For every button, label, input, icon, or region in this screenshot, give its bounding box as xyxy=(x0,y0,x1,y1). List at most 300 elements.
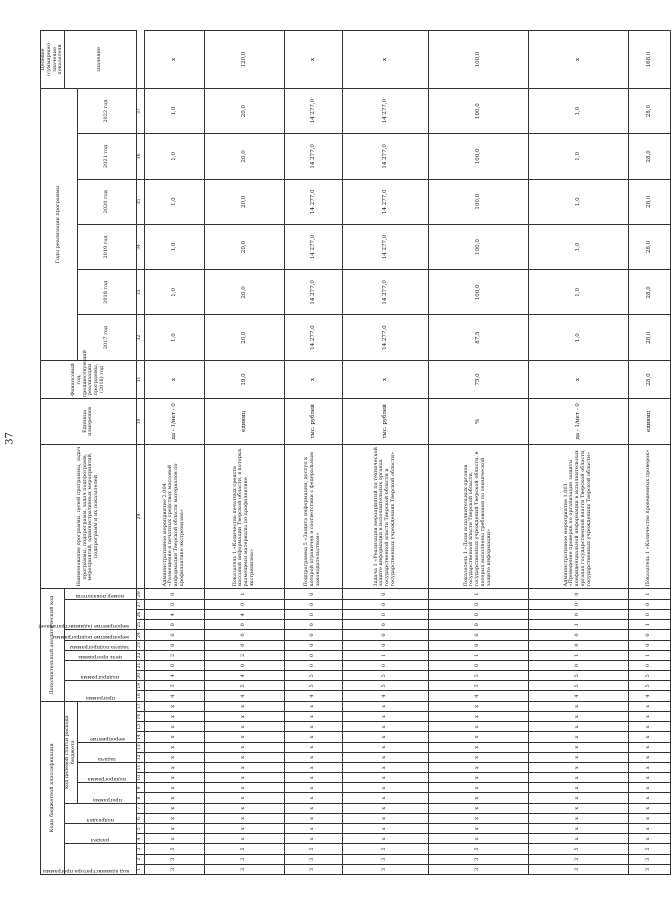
column-number: 14 xyxy=(136,732,144,742)
code-cell: 0 xyxy=(342,589,428,599)
code-cell: 3 xyxy=(284,864,342,874)
code-cell: x xyxy=(428,752,528,762)
code-cell: 0 xyxy=(342,660,428,670)
table-row xyxy=(204,31,284,875)
code-cell: 0 xyxy=(144,620,204,630)
total-value-cell: 168,0 xyxy=(628,31,670,89)
code-cell: 5 xyxy=(528,681,628,691)
year-2020-header: 2020 год xyxy=(77,179,136,224)
column-number: 27 xyxy=(136,599,144,609)
code-cell: 0 xyxy=(342,630,428,640)
item-name-cell: Административное мероприятие 2.004 «Размещение в печатных средствах массовой информации Тверской области материалов по профилактике экстремизма» xyxy=(144,444,204,589)
year-value-cell: 1,0 xyxy=(528,179,628,224)
column-number: 28 xyxy=(136,589,144,599)
column-number: 2 xyxy=(136,854,144,864)
item-name-cell: Задача 1 «Реализация мероприятий по технической защите информации в исполнительных органах государственной власти Тверской области и государственных учреждениях Тверской области» xyxy=(342,444,428,589)
code-cell: x xyxy=(144,712,204,722)
code-cell: x xyxy=(144,834,204,844)
code-cell: x xyxy=(628,712,670,722)
code-cell: x xyxy=(284,813,342,823)
code-cell: 0 xyxy=(144,640,204,650)
code-cell: 4 xyxy=(144,691,204,701)
column-number: 6 xyxy=(136,813,144,823)
code-cell: x xyxy=(144,824,204,834)
code-cell: x xyxy=(144,813,204,823)
code-cell: 0 xyxy=(628,610,670,620)
code-cell: x xyxy=(628,793,670,803)
table-row xyxy=(428,31,528,875)
name-header: Наименование программы, целей программы, задач программы, подпрограмм, задач подпрограмм, мероприятий, административных мероприятий, подпрограмм и их показателей xyxy=(41,444,137,589)
total-value-cell: x xyxy=(144,31,204,89)
code-cell: 4 xyxy=(428,691,528,701)
code-cell: 3 xyxy=(204,854,284,864)
code-cell: x xyxy=(284,752,342,762)
code-cell: x xyxy=(284,762,342,772)
code-cell: x xyxy=(428,762,528,772)
column-number: 33 xyxy=(136,270,144,315)
year-value-cell: 1,0 xyxy=(144,224,204,269)
code-cell: 5 xyxy=(144,844,204,854)
column-number: 5 xyxy=(136,824,144,834)
year-value-cell: 20,0 xyxy=(204,315,284,360)
column-number: 23 xyxy=(136,640,144,650)
code-cell: x xyxy=(204,793,284,803)
column-number: 34 xyxy=(136,224,144,269)
year-value-cell: 28,0 xyxy=(628,88,670,133)
code-cell: x xyxy=(628,813,670,823)
year-value-cell: 20,0 xyxy=(204,224,284,269)
column-number: 15 xyxy=(136,722,144,732)
unit-cell: тыс. рублей xyxy=(284,399,342,444)
code-cell: 5 xyxy=(342,671,428,681)
column-number: 17 xyxy=(136,701,144,711)
d-merop-header: мероприятие подпрограммы xyxy=(65,630,137,640)
code-cell: 1 xyxy=(528,650,628,660)
code-cell: 3 xyxy=(628,864,670,874)
column-number: 8 xyxy=(136,793,144,803)
code-cell: x xyxy=(204,824,284,834)
total-value-cell: x xyxy=(284,31,342,89)
year-value-cell: 28,0 xyxy=(628,134,670,179)
code-cell: 0 xyxy=(284,620,342,630)
column-number: 31 xyxy=(136,360,144,399)
code-cell: 0 xyxy=(628,640,670,650)
column-number: 32 xyxy=(136,315,144,360)
code-cell: 0 xyxy=(204,660,284,670)
code-cell: x xyxy=(342,773,428,783)
code-cell: x xyxy=(628,742,670,752)
code-cell: 0 xyxy=(342,610,428,620)
code-cell: 1 xyxy=(628,620,670,630)
code-cell: 5 xyxy=(428,671,528,681)
code-cell: 3 xyxy=(144,854,204,864)
table-row xyxy=(144,31,204,875)
item-name-cell: Показатель 1 «Количество печатных средств массовой информации Тверской области, в которых размещены материалы по профилактике экстремизма» xyxy=(204,444,284,589)
code-cell: 0 xyxy=(284,640,342,650)
code-cell: x xyxy=(528,712,628,722)
code-cell: 4 xyxy=(628,691,670,701)
year-value-cell: 20,0 xyxy=(204,134,284,179)
column-numbers-row xyxy=(136,31,144,875)
column-number: 36 xyxy=(136,134,144,179)
code-cell: x xyxy=(204,742,284,752)
d-programma-header: программа xyxy=(65,681,137,701)
year-value-cell: 1,0 xyxy=(528,224,628,269)
year-value-cell: 1,0 xyxy=(528,315,628,360)
unit-cell: % xyxy=(428,399,528,444)
year-value-cell: 14 277,0 xyxy=(284,224,342,269)
total-value-cell: x xyxy=(528,31,628,89)
code-cell: x xyxy=(204,762,284,772)
code-cell: 0 xyxy=(144,630,204,640)
code-cell: 0 xyxy=(144,660,204,670)
code-cell: 0 xyxy=(144,589,204,599)
code-cell: 5 xyxy=(628,671,670,681)
code-cell: 5 xyxy=(284,844,342,854)
code-cell: x xyxy=(528,783,628,793)
base-value-cell: x xyxy=(284,360,342,399)
column-number: 1 xyxy=(136,864,144,874)
code-cell: 1 xyxy=(428,650,528,660)
code-cell: x xyxy=(144,742,204,752)
column-number: 12 xyxy=(136,752,144,762)
total-header: Целевое (суммарное) значение показателя xyxy=(41,31,65,89)
code-cell: 0 xyxy=(528,610,628,620)
code-cell: 4 xyxy=(144,671,204,681)
code-cell: 3 xyxy=(284,854,342,864)
year-value-cell: 14 277,0 xyxy=(342,179,428,224)
podprogramma-header: подпрограмма xyxy=(77,762,136,782)
code-cell: 3 xyxy=(628,854,670,864)
column-number: 30 xyxy=(136,399,144,444)
year-value-cell: 14 277,0 xyxy=(284,179,342,224)
code-cell: 5 xyxy=(342,681,428,691)
code-cell: x xyxy=(428,793,528,803)
d-pokazatel-header: номер показателя xyxy=(65,589,137,599)
code-cell: x xyxy=(528,752,628,762)
table-row xyxy=(528,31,628,875)
code-cell: 4 xyxy=(204,671,284,681)
code-cell: 3 xyxy=(342,854,428,864)
code-cell: 5 xyxy=(284,681,342,691)
year-value-cell: 14 277,0 xyxy=(342,315,428,360)
code-cell: x xyxy=(528,813,628,823)
code-cell: x xyxy=(428,834,528,844)
code-cell: 0 xyxy=(528,630,628,640)
code-cell: x xyxy=(204,803,284,813)
code-cell: 0 xyxy=(628,630,670,640)
column-number: 26 xyxy=(136,610,144,620)
code-cell: x xyxy=(428,701,528,711)
item-name-cell: Показатель 1 «Доля исполнительных органов государственной власти Тверской области, государственных учреждений Тверской области, в которых выполнены требования по технической защите информации» xyxy=(428,444,528,589)
code-cell: x xyxy=(342,742,428,752)
code-cell: 0 xyxy=(342,599,428,609)
base-value-cell: x xyxy=(528,360,628,399)
code-cell: 0 xyxy=(528,660,628,670)
column-number: 7 xyxy=(136,803,144,813)
code-cell: 0 xyxy=(284,630,342,640)
column-number: 29 xyxy=(136,444,144,589)
code-cell: x xyxy=(428,722,528,732)
code-cell: 0 xyxy=(204,640,284,650)
unit-cell: единиц xyxy=(204,399,284,444)
code-cell: x xyxy=(628,701,670,711)
code-cell: x xyxy=(144,762,204,772)
year-2019-header: 2019 год xyxy=(77,224,136,269)
code-cell: x xyxy=(528,834,628,844)
code-cell: x xyxy=(144,773,204,783)
programma-header: программа xyxy=(77,783,136,803)
code-cell: 3 xyxy=(144,864,204,874)
table-row xyxy=(342,31,428,875)
page-number: 37 xyxy=(4,432,16,445)
zadacha-header: задача xyxy=(77,742,136,762)
item-name-cell: Административное мероприятие 1.001 «Проведение проверок по организации защиты конфиденциальной информации в исполнительных органах государственной власти Тверской области, государственных учреждениях Тверской области» xyxy=(528,444,628,589)
column-number: 24 xyxy=(136,630,144,640)
year-value-cell: 100,0 xyxy=(428,270,528,315)
razdel-header: раздел xyxy=(65,824,137,844)
base-value-cell: 19,0 xyxy=(204,360,284,399)
column-number: 25 xyxy=(136,620,144,630)
code-cell: 4 xyxy=(528,691,628,701)
code-cell: x xyxy=(528,773,628,783)
code-cell: x xyxy=(204,834,284,844)
code-cell: 1 xyxy=(204,589,284,599)
code-cell: 0 xyxy=(628,660,670,670)
year-value-cell: 1,0 xyxy=(144,134,204,179)
code-cell: 0 xyxy=(204,630,284,640)
code-cell: 3 xyxy=(342,864,428,874)
column-number: 37 xyxy=(136,88,144,133)
code-cell: 5 xyxy=(284,671,342,681)
code-cell: 0 xyxy=(284,589,342,599)
column-number: 20 xyxy=(136,671,144,681)
code-cell: x xyxy=(284,742,342,752)
code-cell: x xyxy=(144,701,204,711)
total-value-cell: 100,0 xyxy=(428,31,528,89)
code-cell: 0 xyxy=(204,599,284,609)
year-value-cell: 1,0 xyxy=(144,179,204,224)
code-cell: 5 xyxy=(204,681,284,691)
d-zadacha-header: задача подпрограммы xyxy=(65,640,137,650)
code-cell: x xyxy=(628,752,670,762)
code-cell: x xyxy=(204,712,284,722)
dop-code-header: Дополнительный аналитический код xyxy=(41,589,65,701)
year-value-cell: 28,0 xyxy=(628,179,670,224)
column-number: 22 xyxy=(136,650,144,660)
code-cell: 3 xyxy=(528,854,628,864)
code-cell: x xyxy=(428,742,528,752)
year-value-cell: 14 277,0 xyxy=(342,224,428,269)
total-value-cell: 120,0 xyxy=(204,31,284,89)
year-value-cell: 20,0 xyxy=(204,88,284,133)
code-cell: 0 xyxy=(528,589,628,599)
code-cell: x xyxy=(204,752,284,762)
code-cell: 4 xyxy=(342,691,428,701)
code-cell: x xyxy=(204,813,284,823)
code-cell: x xyxy=(204,722,284,732)
podrazdel-header: подраздел xyxy=(65,803,137,823)
code-cell: x xyxy=(284,722,342,732)
code-cell: x xyxy=(144,722,204,732)
column-number: 16 xyxy=(136,712,144,722)
year-2018-header: 2018 год xyxy=(77,270,136,315)
unit-cell: тыс. рублей xyxy=(342,399,428,444)
code-cell: x xyxy=(284,793,342,803)
year-2021-header: 2021 год xyxy=(77,134,136,179)
year-value-cell: 14 277,0 xyxy=(342,134,428,179)
code-cell: x xyxy=(528,732,628,742)
code-cell: x xyxy=(342,793,428,803)
column-number: 13 xyxy=(136,742,144,752)
code-cell: x xyxy=(342,752,428,762)
code-cell: x xyxy=(342,712,428,722)
rotated-table-sheet xyxy=(38,30,652,875)
code-cell: 3 xyxy=(428,854,528,864)
fin-year-header: Финансовый год, предшествующий реализации программы, (2016) год xyxy=(41,360,137,399)
table-row xyxy=(284,31,342,875)
code-cell: x xyxy=(528,742,628,752)
code-cell: x xyxy=(284,773,342,783)
code-cell: 0 xyxy=(428,630,528,640)
code-cell: x xyxy=(204,783,284,793)
code-cell: 1 xyxy=(628,589,670,599)
code-cell: x xyxy=(528,701,628,711)
code-cell: x xyxy=(342,813,428,823)
code-cell: 1 xyxy=(628,650,670,660)
unit-header: Единица измерения xyxy=(41,399,137,444)
unit-cell: единиц xyxy=(628,399,670,444)
column-number: 21 xyxy=(136,660,144,670)
code-cell: x xyxy=(528,722,628,732)
code-cell: x xyxy=(628,762,670,772)
code-cell: 3 xyxy=(528,864,628,874)
code-cell: x xyxy=(342,722,428,732)
code-cell: x xyxy=(428,712,528,722)
year-value-cell: 14 277,0 xyxy=(342,270,428,315)
unit-cell: да - 1/нет - 0 xyxy=(528,399,628,444)
code-cell: x xyxy=(628,803,670,813)
total-value-cell: x xyxy=(342,31,428,89)
year-value-cell: 28,0 xyxy=(628,270,670,315)
code-cell: 5 xyxy=(528,671,628,681)
code-cell: 0 xyxy=(428,610,528,620)
column-number: 9 xyxy=(136,783,144,793)
code-cell: x xyxy=(628,824,670,834)
code-cell: x xyxy=(628,773,670,783)
code-cell: x xyxy=(144,732,204,742)
code-cell: x xyxy=(428,824,528,834)
code-cell: x xyxy=(342,762,428,772)
code-cell: x xyxy=(284,783,342,793)
code-cell: x xyxy=(342,701,428,711)
program-indicators-table xyxy=(40,30,671,875)
code-cell: 0 xyxy=(284,650,342,660)
code-cell: 0 xyxy=(284,660,342,670)
code-cell: x xyxy=(284,803,342,813)
code-cell: x xyxy=(204,701,284,711)
admin-code-header: код администратора программы xyxy=(65,844,137,875)
code-cell: x xyxy=(528,803,628,813)
year-value-cell: 14 277,0 xyxy=(284,270,342,315)
year-value-cell: 28,0 xyxy=(628,224,670,269)
code-cell: 0 xyxy=(284,610,342,620)
code-cell: x xyxy=(144,752,204,762)
year-value-cell: 87,5 xyxy=(428,315,528,360)
code-cell: x xyxy=(428,813,528,823)
year-value-cell: 1,0 xyxy=(528,270,628,315)
code-cell: 0 xyxy=(428,599,528,609)
unit-cell: да - 1/нет - 0 xyxy=(144,399,204,444)
code-cell: 0 xyxy=(284,599,342,609)
code-cell: 0 xyxy=(428,640,528,650)
code-cell: 5 xyxy=(342,844,428,854)
code-cell: 5 xyxy=(628,681,670,691)
year-2022-header: 2022 год xyxy=(77,88,136,133)
code-cell: 0 xyxy=(342,640,428,650)
table-rotation-wrapper xyxy=(38,30,652,875)
code-cell: 0 xyxy=(204,620,284,630)
meropriyatie-header: мероприятие xyxy=(77,701,136,742)
code-cell: 5 xyxy=(528,844,628,854)
column-number: 11 xyxy=(136,762,144,772)
years-header: Годы реализации программы xyxy=(41,88,78,360)
table-row xyxy=(628,31,670,875)
code-cell: 5 xyxy=(428,844,528,854)
code-cell: x xyxy=(628,732,670,742)
code-cell: x xyxy=(284,834,342,844)
code-cell: x xyxy=(284,712,342,722)
code-cell: x xyxy=(428,773,528,783)
d-admin-header: мероприятие (административное) xyxy=(65,599,137,630)
year-value-cell: 28,0 xyxy=(628,315,670,360)
item-name-cell: Подпрограмма 5 «Защита информации, доступ к которой ограничен в соответствии с федеральным законодательством» xyxy=(284,444,342,589)
code-cell: 4 xyxy=(204,610,284,620)
kbk-header: Коды бюджетной классификации xyxy=(41,701,65,874)
code-cell: x xyxy=(528,793,628,803)
code-cell: 0 xyxy=(628,599,670,609)
column-number: 3 xyxy=(136,844,144,854)
code-cell: 2 xyxy=(204,650,284,660)
code-cell: 4 xyxy=(284,691,342,701)
base-value-cell: x xyxy=(342,360,428,399)
column-number: 35 xyxy=(136,179,144,224)
year-value-cell: 14 277,0 xyxy=(284,88,342,133)
code-cell: 0 xyxy=(144,599,204,609)
code-cell: x xyxy=(144,783,204,793)
code-cell: x xyxy=(428,732,528,742)
code-cell: 4 xyxy=(204,691,284,701)
code-cell: x xyxy=(528,762,628,772)
code-cell: x xyxy=(428,783,528,793)
code-cell: x xyxy=(342,783,428,793)
code-cell: 1 xyxy=(528,620,628,630)
d-cel-header: цель программы xyxy=(65,650,137,660)
year-value-cell: 1,0 xyxy=(144,315,204,360)
code-cell: x xyxy=(428,803,528,813)
base-value-cell: 75,0 xyxy=(428,360,528,399)
column-number: 10 xyxy=(136,773,144,783)
code-cell: x xyxy=(342,834,428,844)
code-cell: x xyxy=(284,824,342,834)
year-value-cell: 1,0 xyxy=(144,270,204,315)
year-value-cell: 100,0 xyxy=(428,88,528,133)
code-cell: 3 xyxy=(428,864,528,874)
code-cell: 1 xyxy=(428,589,528,599)
code-cell: x xyxy=(144,803,204,813)
d-podprogramma-header: подпрограмма xyxy=(65,660,137,680)
code-cell: 0 xyxy=(528,640,628,650)
